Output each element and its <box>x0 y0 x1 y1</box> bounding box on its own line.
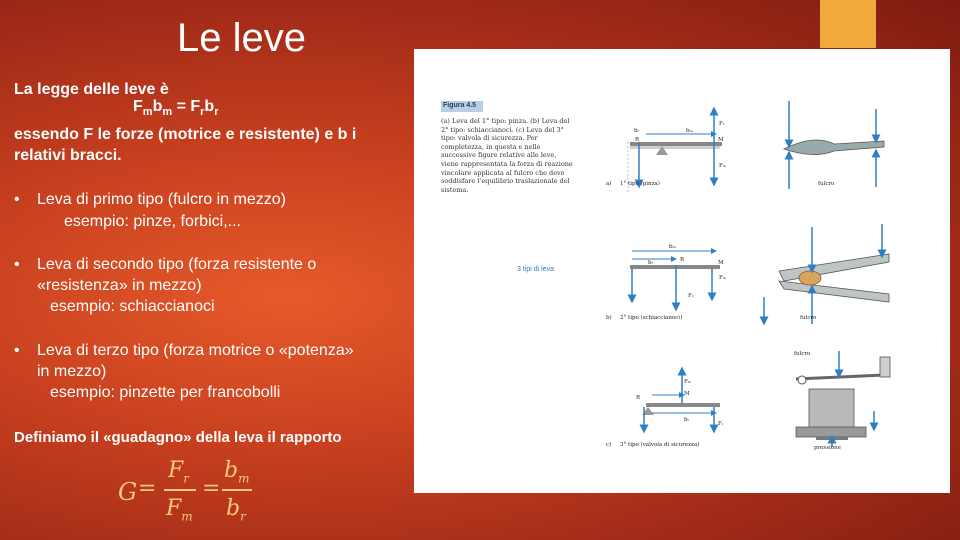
law-fm-sub: m <box>142 106 153 119</box>
bullet-text: Leva di secondo tipo (forza resistente o <box>37 256 317 273</box>
bullet-dot: • <box>14 191 20 208</box>
figure-annotation: 3 tipi di leva <box>517 266 554 273</box>
pressure-label: pressione <box>814 445 841 451</box>
numerator-fr <box>168 458 189 485</box>
equals-sign: = <box>202 476 221 501</box>
figure-label: Figura 4.5 <box>441 101 483 112</box>
pivot-label: fulcro <box>794 351 811 357</box>
law-fr-sub: r <box>200 106 205 119</box>
pivot-label: fulcro <box>800 315 817 321</box>
valve-icon <box>809 389 854 429</box>
bm-symbol: b <box>224 458 239 483</box>
panel-letter: c) <box>606 442 612 448</box>
definition-forces: essendo F le forze (motrice e resistente) e b i <box>14 126 357 143</box>
bullet-dot: • <box>14 342 20 359</box>
panel-caption: 3° tipo (valvola di sicurezza) <box>620 442 700 448</box>
law-fr: F <box>190 98 201 115</box>
force-label: R <box>636 395 641 401</box>
panel-caption: 2° tipo (schiaccianoci) <box>620 315 683 321</box>
force-label: Fₘ <box>719 275 727 281</box>
equals-sign: = <box>138 476 157 501</box>
bullet-text-cont: in mezzo) <box>37 363 107 380</box>
panel-letter: a) <box>606 181 612 187</box>
accent-bar <box>820 0 876 48</box>
bullet-example: esempio: pinze, forbici,... <box>64 213 241 230</box>
force-label: M <box>718 260 724 266</box>
lever-beam <box>630 142 722 146</box>
force-label: Fₘ <box>719 163 727 169</box>
law-br-sub: r <box>214 106 219 119</box>
bullet-text-cont: «resistenza» in mezzo) <box>37 277 202 294</box>
fraction-bar <box>164 489 196 491</box>
panel-caption: 1° tipo (pinza) <box>620 181 660 187</box>
lever-diagram-c <box>642 351 890 447</box>
law-br: b <box>204 98 215 115</box>
force-label: M <box>718 137 724 143</box>
lever-diagram-b <box>630 224 889 324</box>
slide-title: Le leve <box>177 16 306 60</box>
bullet-text: Leva di primo tipo (fulcro in mezzo) <box>37 191 286 208</box>
bullet-text: Leva di terzo tipo (forza motrice o «potenza» <box>37 342 354 359</box>
force-label: Fₘ <box>684 379 692 385</box>
arm-label: bᵣ <box>648 260 654 266</box>
denominator-br <box>226 496 246 523</box>
figure-caption: (a) Leva del 1° tipo: pinza. (b) Leva del 2° tipo: schiaccianoci. (c) Leva del 3° tipo: valvola di sicurezza. Per completezza, in questa e nelle successive figure relative alle leve, viene rappresentata la forza di reazione vincolare applicata al fulcro che deve soddisfare l’equilibrio traslazionale del sistema. <box>441 117 573 194</box>
arm-label: bᵣ <box>684 417 690 423</box>
force-label: R <box>635 137 640 143</box>
numerator-bm <box>224 458 249 485</box>
nutcracker-icon <box>779 254 889 281</box>
definition-forces-cont: relativi bracci. <box>14 147 122 164</box>
fraction-bar <box>222 489 252 491</box>
bullet-example: esempio: schiaccianoci <box>50 298 215 315</box>
bm-subscript: m <box>238 471 250 486</box>
lever-diagrams <box>414 49 950 493</box>
fm-symbol: F <box>166 496 182 521</box>
law-bm: b <box>152 98 163 115</box>
law-bm-sub: m <box>162 106 173 119</box>
bullet-dot: • <box>14 256 20 273</box>
nut-icon <box>799 271 821 285</box>
denominator-fm <box>166 496 193 523</box>
br-symbol: b <box>226 496 241 521</box>
pivot-label: fulcro <box>818 181 835 187</box>
law-fm: F <box>133 98 143 115</box>
lever-law <box>133 98 218 118</box>
fr-symbol: F <box>168 458 184 483</box>
force-label: Fᵣ <box>688 293 694 299</box>
law-eq: = <box>172 98 191 115</box>
intro-line: La legge delle leve è <box>14 81 169 98</box>
fr-subscript: r <box>183 471 190 486</box>
arm-label: bᵣ <box>634 128 640 134</box>
bullet-example: esempio: pinzette per francobolli <box>50 384 281 401</box>
pivot-icon <box>798 376 806 384</box>
figure-panel <box>414 49 950 493</box>
br-subscript: r <box>240 509 246 524</box>
arm-label: bₘ <box>669 244 676 250</box>
panel-letter: b) <box>606 315 612 321</box>
pliers-icon <box>784 140 884 155</box>
force-label: M <box>684 391 690 397</box>
arm-label: bₘ <box>686 128 693 134</box>
force-label: Fᵣ <box>718 421 724 427</box>
force-label: Fᵣ <box>719 121 725 127</box>
lever-diagram-a <box>628 101 884 192</box>
fm-subscript: m <box>181 509 193 524</box>
gain-definition: Definiamo il «guadagno» della leva il rapporto <box>14 429 342 446</box>
lever-beam <box>630 265 720 269</box>
gain-symbol: G <box>118 478 138 506</box>
force-label: R <box>680 257 685 263</box>
lever-beam <box>646 403 720 407</box>
